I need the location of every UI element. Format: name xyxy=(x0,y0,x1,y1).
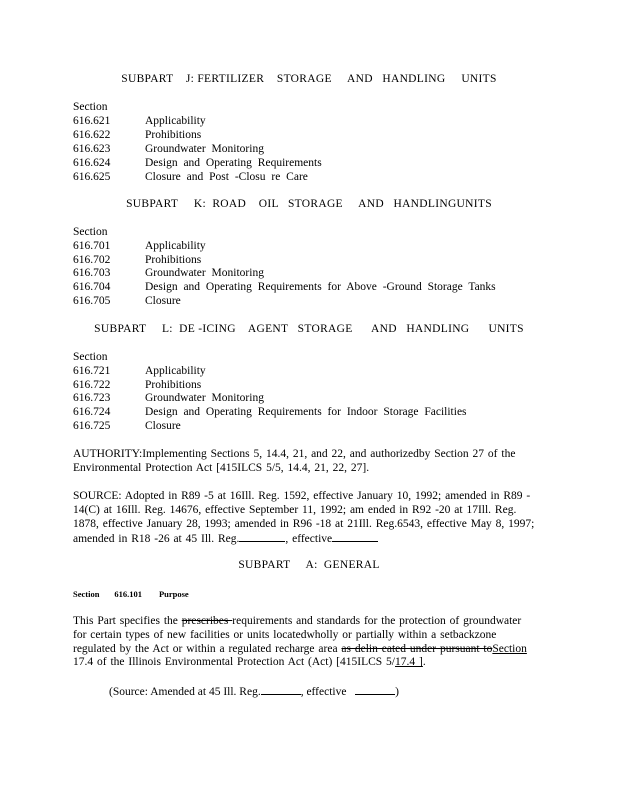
section-title: Prohibitions xyxy=(145,254,202,266)
section-number: 616.624 xyxy=(73,157,111,169)
authority-note xyxy=(73,448,543,476)
section-title: Applicability xyxy=(145,240,206,252)
section-title: Prohibitions xyxy=(145,379,202,391)
purpose-text: 17.4 of the Illinois Environmental Protection Act (Act) [415ILCS 5/ xyxy=(73,656,396,669)
struck-text: prescribes xyxy=(181,615,233,627)
purpose-text: . xyxy=(422,656,426,669)
source-line: 1878, effective January 28, 1993; amended in R96 -18 at 21Ill. Reg.6543, effective May 8, 1997; xyxy=(73,517,535,530)
inserted-text: Section xyxy=(492,642,527,655)
subpart-j-section-label: Section xyxy=(73,101,108,113)
subpart-j-heading: SUBPART J: FERTILIZER STORAGE AND HANDLING UNITS xyxy=(121,73,497,85)
section-number: 616.704 xyxy=(73,281,111,293)
section-title: Design and Operating Requirements xyxy=(145,157,322,169)
section-number: 616.705 xyxy=(73,295,111,307)
purpose-text: regulated by the Act or within a regulated recharge area xyxy=(73,642,342,655)
section-number: 616.723 xyxy=(73,392,111,404)
subpart-k-section-label: Section xyxy=(73,226,108,238)
source-note xyxy=(73,490,543,547)
section-number: 616.725 xyxy=(73,420,111,432)
source-line: SOURCE: Adopted in R89 -5 at 16Ill. Reg. 1592, effective January 10, 1992; amended in R89 - xyxy=(73,490,531,502)
source-note-prefix: (Source: Amended at 45 Ill. Reg. xyxy=(109,686,261,698)
section-title: Applicability xyxy=(145,115,206,127)
subpart-a-heading: SUBPART A: GENERAL xyxy=(238,559,380,571)
purpose-text: This Part specifies the xyxy=(73,615,182,627)
section-title: Design and Operating Requirements for Indoor Storage Facilities xyxy=(145,406,467,418)
source-line xyxy=(73,531,543,547)
purpose-line xyxy=(73,656,543,670)
purpose-paragraph xyxy=(73,615,543,670)
section-number: 616.703 xyxy=(73,267,111,279)
section-title: Groundwater Monitoring xyxy=(145,392,264,404)
section-title: Closure xyxy=(145,295,181,307)
effective-date-blank xyxy=(332,531,378,542)
section-title: Closure and Post -Closu re Care xyxy=(145,171,308,183)
section-title: Design and Operating Requirements for Above -Ground Storage Tanks xyxy=(145,281,496,293)
source-note-suffix: ) xyxy=(395,686,399,698)
subpart-l-heading: SUBPART L: DE -ICING AGENT STORAGE AND HANDLING UNITS xyxy=(94,323,524,335)
subpart-k-heading: SUBPART K: ROAD OIL STORAGE AND HANDLINGUNITS xyxy=(126,198,492,210)
inserted-text: 17.4 ] xyxy=(395,656,423,669)
section-number: 616.625 xyxy=(73,171,111,183)
section-number: 616.622 xyxy=(73,129,111,141)
register-page-blank xyxy=(239,531,285,542)
section-title: Applicability xyxy=(145,365,206,377)
section-title: Closure xyxy=(145,420,181,432)
purpose-line xyxy=(73,643,543,657)
purpose-line: for certain types of new facilities or units locatedwholly or partially within a setbackzone xyxy=(73,628,497,641)
section-number: 616.724 xyxy=(73,406,111,418)
source-line: 14(C) at 16Ill. Reg. 14676, effective September 11, 1992; am ended in R92 -20 at 17Ill. Reg. xyxy=(73,503,517,516)
section-number: 616.701 xyxy=(73,240,111,252)
purpose-line xyxy=(73,615,543,629)
purpose-text: requirements and standards for the protection of groundwater xyxy=(232,615,522,627)
section-number: 616.621 xyxy=(73,115,111,127)
section-title: Groundwater Monitoring xyxy=(145,143,264,155)
authority-line: Environmental Protection Act [415ILCS 5/5, 14.4, 21, 22, 27]. xyxy=(73,461,370,474)
register-page-blank xyxy=(261,684,301,695)
section-616-101-heading: Section 616.101 Purpose xyxy=(73,589,189,599)
effective-date-blank xyxy=(355,684,395,695)
section-title: Groundwater Monitoring xyxy=(145,267,264,279)
section-number: 616.623 xyxy=(73,143,111,155)
section-title: Prohibitions xyxy=(145,129,202,141)
section-number: 616.722 xyxy=(73,379,111,391)
source-line-mid: , effective xyxy=(285,533,333,546)
section-number: 616.702 xyxy=(73,254,111,266)
authority-line: AUTHORITY:Implementing Sections 5, 14.4, 21, and 22, and authorizedby Section 27 of the xyxy=(73,448,516,460)
subpart-l-section-label: Section xyxy=(73,351,108,363)
struck-text: as delin eated under pursuant to xyxy=(341,642,493,655)
source-amendment-note xyxy=(109,684,399,698)
source-line-prefix: amended in R18 -26 at 45 Ill. Reg. xyxy=(73,533,240,546)
source-note-mid: , effective xyxy=(300,686,347,698)
section-number: 616.721 xyxy=(73,365,111,377)
